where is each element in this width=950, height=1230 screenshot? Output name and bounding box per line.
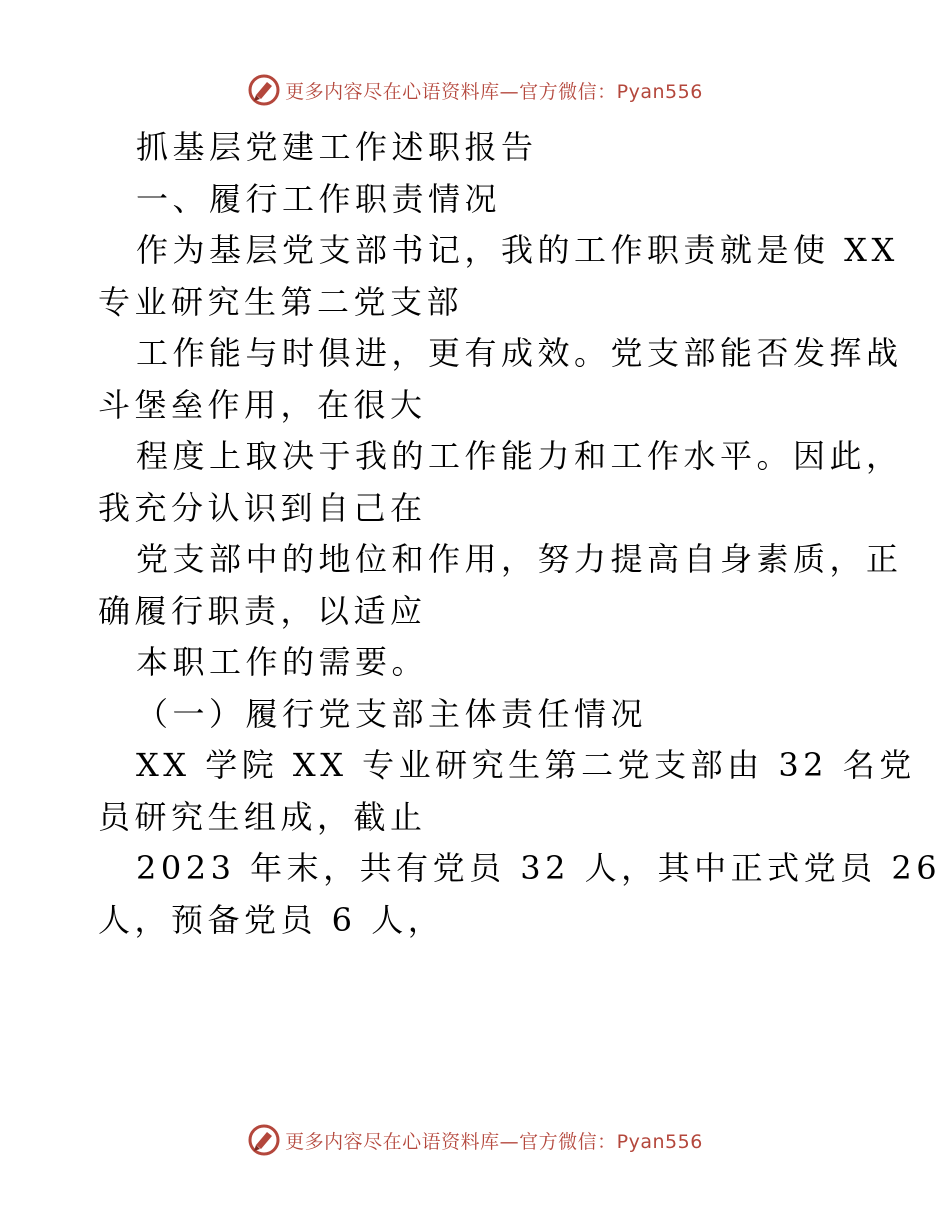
text-line: 斗堡垒作用，在很大 bbox=[98, 385, 427, 424]
text-line: 一、履行工作职责情况 bbox=[136, 179, 502, 218]
text-line: 党支部中的地位和作用，努力提高自身素质，正 bbox=[136, 540, 903, 578]
text-line: 工作能与时俱进，更有成效。党支部能否发挥战 bbox=[136, 334, 903, 372]
text-line: 本职工作的需要。 bbox=[136, 643, 429, 681]
text-line: 抓基层党建工作述职报告 bbox=[136, 128, 538, 166]
footer-watermark-banner bbox=[0, 1120, 950, 1160]
header-watermark-text: 更多内容尽在心语资料库—官方微信：Pyan556 bbox=[285, 80, 703, 103]
text-line: XX 学院 XX 专业研究生第二党支部由 32 名党 bbox=[136, 746, 916, 784]
text-line: 2023 年末，共有党员 32 人，其中正式党员 26 bbox=[136, 849, 942, 887]
text-line: 作为基层党支部书记，我的工作职责就是使 XX bbox=[136, 231, 899, 269]
header-watermark-banner bbox=[0, 70, 950, 110]
footer-watermark-text: 更多内容尽在心语资料库—官方微信：Pyan556 bbox=[285, 1130, 703, 1153]
text-line: 我充分认识到自己在 bbox=[98, 488, 427, 527]
pen-seal-icon bbox=[247, 1123, 281, 1157]
text-line: 员研究生组成，截止 bbox=[98, 797, 427, 836]
text-line: 程度上取决于我的工作能力和工作水平。因此， bbox=[136, 437, 903, 475]
text-line: （一）履行党支部主体责任情况 bbox=[136, 694, 648, 733]
text-line: 确履行职责，以适应 bbox=[98, 591, 427, 630]
text-line: 人，预备党员 6 人， bbox=[98, 900, 445, 939]
text-line: 专业研究生第二党支部 bbox=[98, 282, 464, 321]
pen-seal-icon bbox=[247, 73, 281, 107]
document-body bbox=[98, 122, 942, 946]
